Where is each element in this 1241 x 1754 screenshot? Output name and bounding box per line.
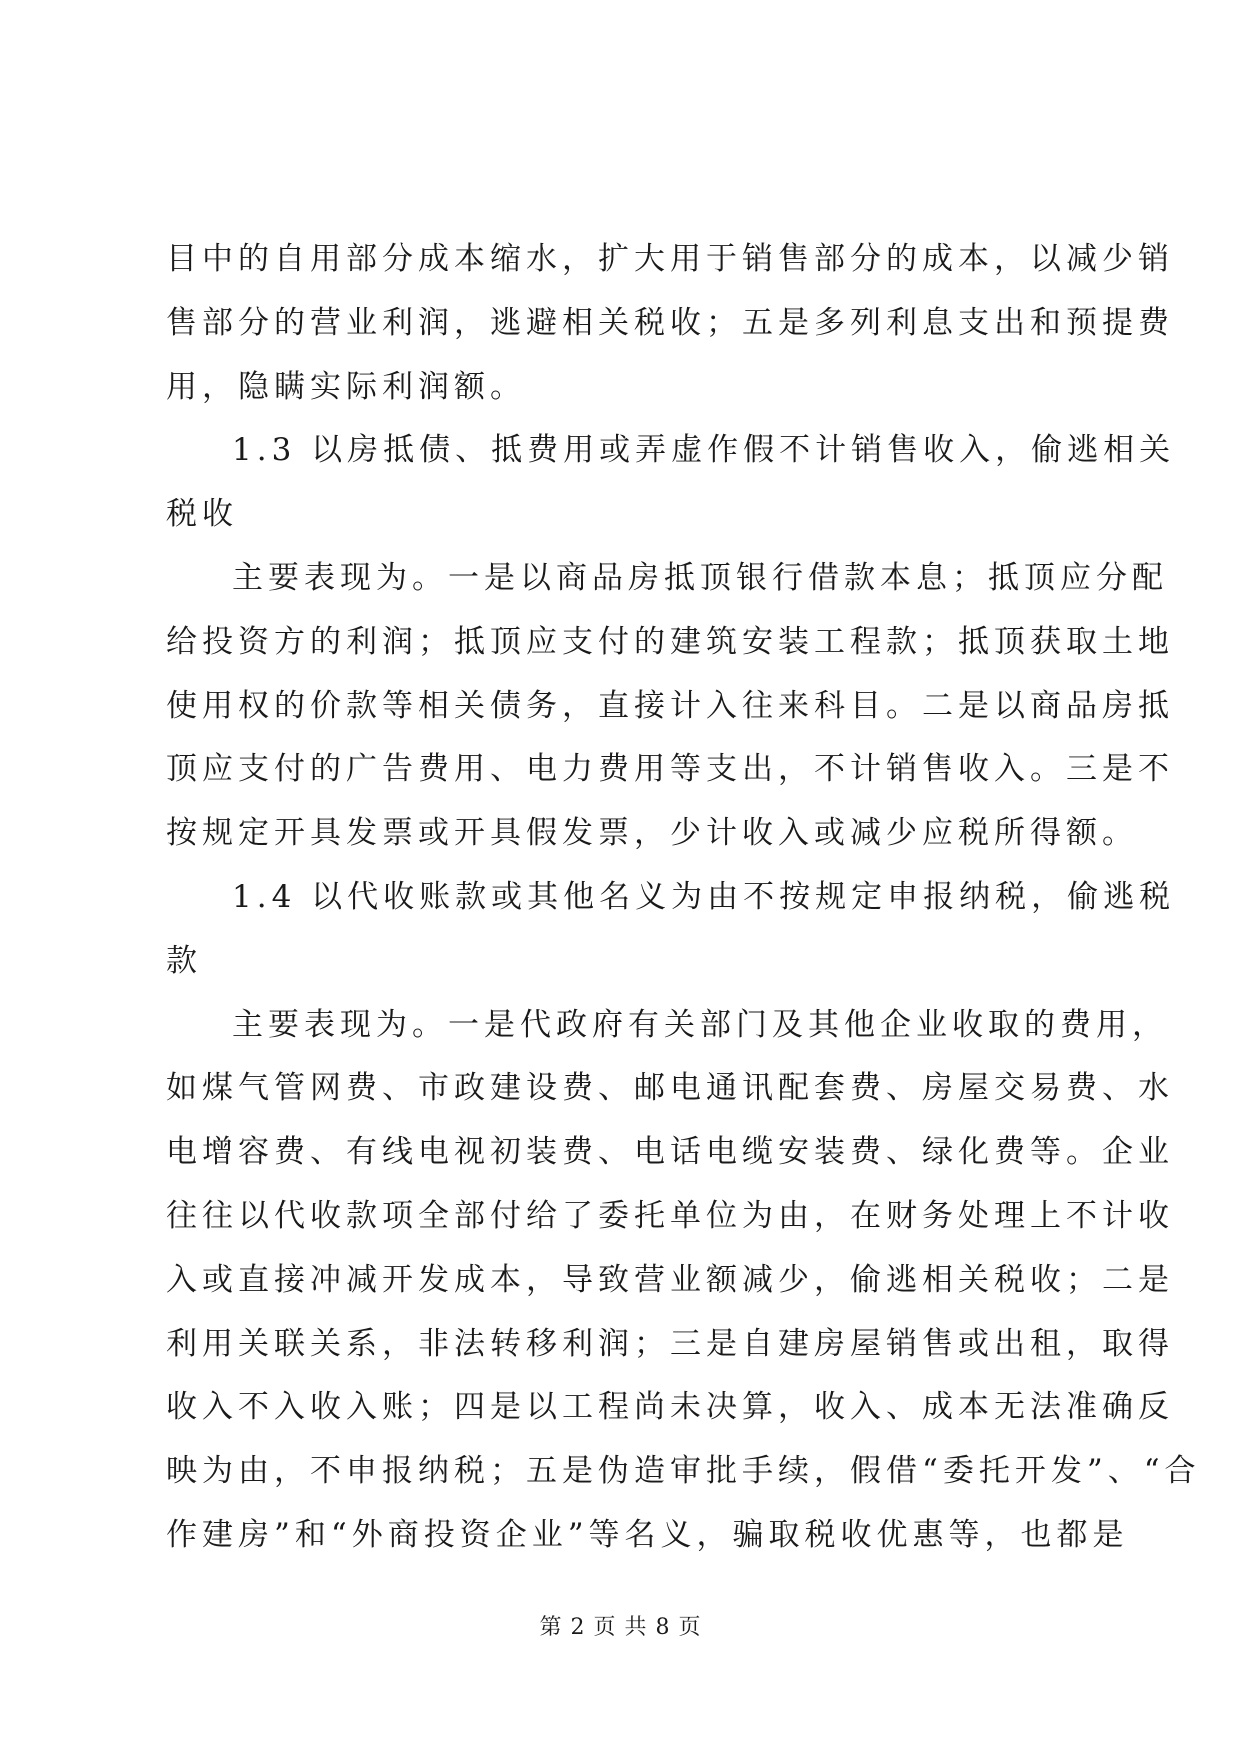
text-line: 收入不入收入账；四是以工程尚未决算，收入、成本无法准确反 [166,1389,1174,1426]
text-line: 目中的自用部分成本缩水，扩大用于销售部分的成本，以减少销 [166,241,1174,277]
text-line: 利用关联关系，非法转移利润；三是自建房屋销售或出租，取得 [166,1325,1174,1362]
text-line: 按规定开具发票或开具假发票，少计收入或减少应税所得额。 [166,815,1138,852]
text-line: 往往以代收款项全部付给了委托单位为由，在财务处理上不计收 [166,1197,1174,1234]
text-line: 主要表现为。一是代政府有关部门及其他企业收取的费用， [232,1006,1168,1043]
text-line: 主要表现为。一是以商品房抵顶银行借款本息；抵顶应分配 [232,559,1168,596]
text-line: 售部分的营业利润，逃避相关税收；五是多列利息支出和预提费 [166,304,1174,341]
text-line: 作建房”和“外商投资企业”等名义，骗取税收优惠等，也都是 [166,1516,1129,1553]
text-line: 使用权的价款等相关债务，直接计入往来科目。二是以商品房抵 [166,687,1174,724]
text-line: 用，隐瞒实际利润额。 [166,368,526,405]
section-heading-1-4: 1.4 以代收账款或其他名义为由不按规定申报纳税，偷逃税 [232,878,1176,915]
text-line: 电增容费、有线电视初装费、电话电缆安装费、绿化费等。企业 [166,1134,1174,1171]
document-body [166,228,1201,1568]
text-line: 如煤气管网费、市政建设费、邮电通讯配套费、房屋交易费、水 [166,1070,1174,1107]
section-heading-1-4-continued: 款 [166,942,202,979]
section-heading-1-3-continued: 税收 [166,496,238,533]
text-line: 映为由，不申报纳税；五是伪造审批手续，假借“委托开发”、“合 [166,1453,1201,1490]
section-heading-1-3: 1.3 以房抵债、抵费用或弄虚作假不计销售收入，偷逃相关 [232,432,1176,469]
page-number-label: 第 2 页 共 8 页 [539,1615,702,1640]
text-line: 给投资方的利润；抵顶应支付的建筑安装工程款；抵顶获取土地 [166,623,1174,660]
text-line: 顶应支付的广告费用、电力费用等支出，不计销售收入。三是不 [166,751,1174,788]
text-line: 入或直接冲减开发成本，导致营业额减少，偷逃相关税收；二是 [166,1261,1174,1298]
page-footer [0,1610,1241,1641]
